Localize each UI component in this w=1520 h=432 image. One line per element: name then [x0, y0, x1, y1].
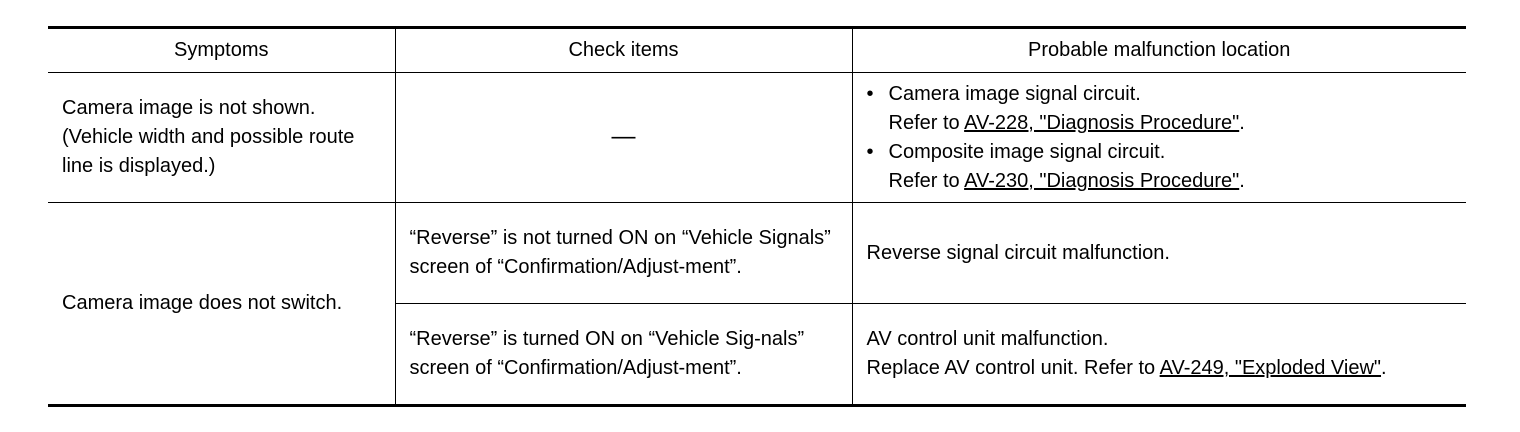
table-header-row: [48, 28, 1466, 73]
reference-link[interactable]: AV-230, "Diagnosis Procedure": [964, 169, 1240, 192]
check-cell: “Reverse” is turned ON on “Vehicle Sig-nals” screen of “Confirmation/Adjust-ment”.: [395, 304, 852, 406]
header-check-items: Check items: [395, 28, 852, 73]
refer-prefix: Refer to: [888, 111, 965, 134]
refer-suffix: .: [1239, 169, 1245, 192]
table-row: [48, 203, 1466, 304]
check-cell: “Reverse” is not turned ON on “Vehicle Signals” screen of “Confirmation/Adjust-ment”.: [395, 203, 852, 304]
location-cell: Reverse signal circuit malfunction.: [852, 203, 1466, 304]
empty-dash: —: [611, 123, 636, 150]
refer-suffix: .: [1381, 357, 1387, 379]
bullet-icon: •: [866, 140, 874, 163]
list-item: [867, 138, 1453, 196]
symptom-cell: Camera image is not shown. (Vehicle width and possible route line is displayed.): [48, 73, 395, 203]
refer-prefix: Refer to: [888, 169, 965, 192]
location-cell: [852, 73, 1466, 203]
check-cell: [395, 73, 852, 203]
reference-link[interactable]: AV-249, "Exploded View": [1159, 357, 1382, 379]
refer-prefix: Replace AV control unit. Refer to: [866, 357, 1160, 379]
bullet-icon: •: [866, 82, 874, 105]
header-symptoms: Symptoms: [48, 28, 395, 73]
location-text: Composite image signal circuit.: [888, 140, 1166, 163]
header-malfunction-location: Probable malfunction location: [852, 28, 1466, 73]
location-text: Camera image signal circuit.: [888, 82, 1141, 105]
list-item: [867, 80, 1453, 138]
refer-suffix: .: [1239, 111, 1245, 134]
table-row: [48, 73, 1466, 203]
location-cell: [852, 304, 1466, 406]
location-text: AV control unit malfunction.: [866, 328, 1109, 350]
reference-link[interactable]: AV-228, "Diagnosis Procedure": [964, 111, 1240, 134]
diagnosis-table: [48, 26, 1466, 407]
symptom-cell: Camera image does not switch.: [48, 203, 395, 406]
location-list: [867, 80, 1453, 196]
